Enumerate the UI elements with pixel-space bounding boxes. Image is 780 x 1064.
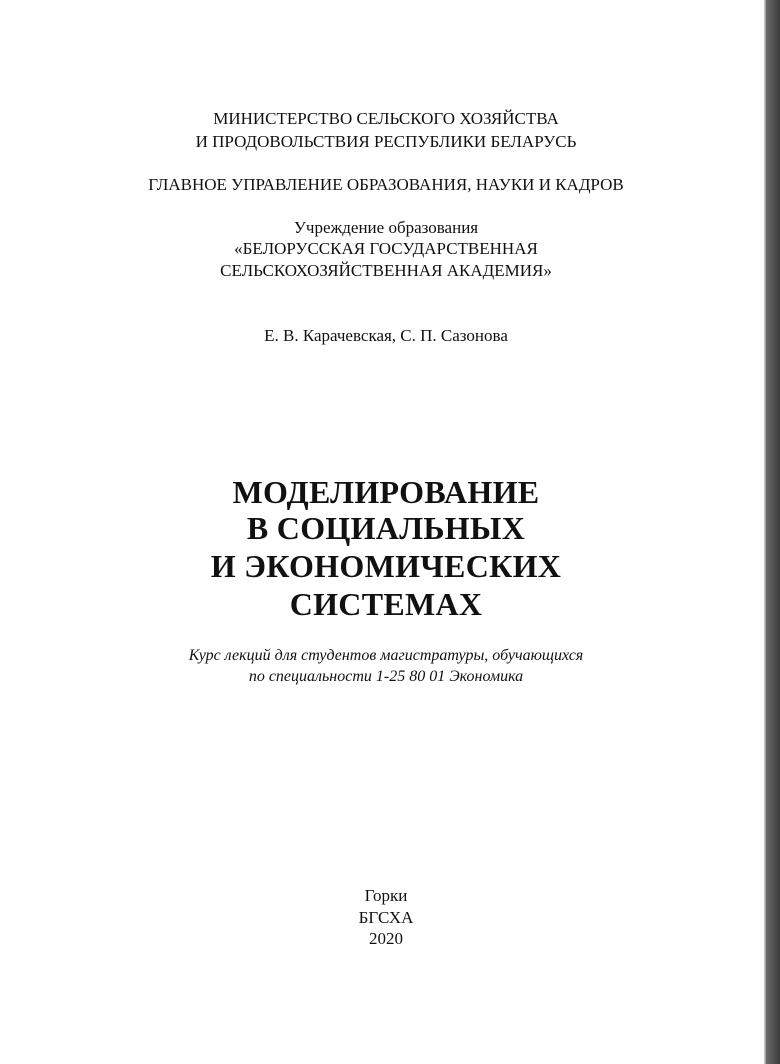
institution-line-1: «БЕЛОРУССКАЯ ГОСУДАРСТВЕННАЯ (234, 239, 538, 258)
subtitle-line-2: по специальности 1-25 80 01 Экономика (248, 668, 524, 685)
institution-line-2: СЕЛЬСКОХОЗЯЙСТВЕННАЯ АКАДЕМИЯ» (220, 261, 552, 280)
title-line-4: СИСТЕМАХ (289, 586, 483, 622)
title-line-2: В СОЦИАЛЬНЫХ (246, 510, 526, 546)
subtitle-line-1: Курс лекций для студентов магистратуры, обучающихся (188, 647, 584, 664)
authors: Е. В. Карачевская, С. П. Сазонова (264, 326, 508, 345)
viewer-gutter (766, 0, 780, 1064)
ministry-line-2: И ПРОДОВОЛЬСТВИЯ РЕСПУБЛИКИ БЕЛАРУСЬ (195, 132, 577, 151)
imprint-city: Горки (364, 886, 408, 905)
title-line-1: МОДЕЛИРОВАНИЕ (232, 474, 540, 510)
ministry-line-1: МИНИСТЕРСТВО СЕЛЬСКОГО ХОЗЯЙСТВА (213, 109, 559, 128)
institution-type: Учреждение образования (293, 218, 479, 237)
title-line-3: И ЭКОНОМИЧЕСКИХ (210, 548, 562, 584)
imprint-publisher: БГСХА (358, 908, 414, 927)
imprint-year: 2020 (369, 929, 403, 948)
department-line: ГЛАВНОЕ УПРАВЛЕНИЕ ОБРАЗОВАНИЯ, НАУКИ И КАДРОВ (148, 175, 624, 194)
